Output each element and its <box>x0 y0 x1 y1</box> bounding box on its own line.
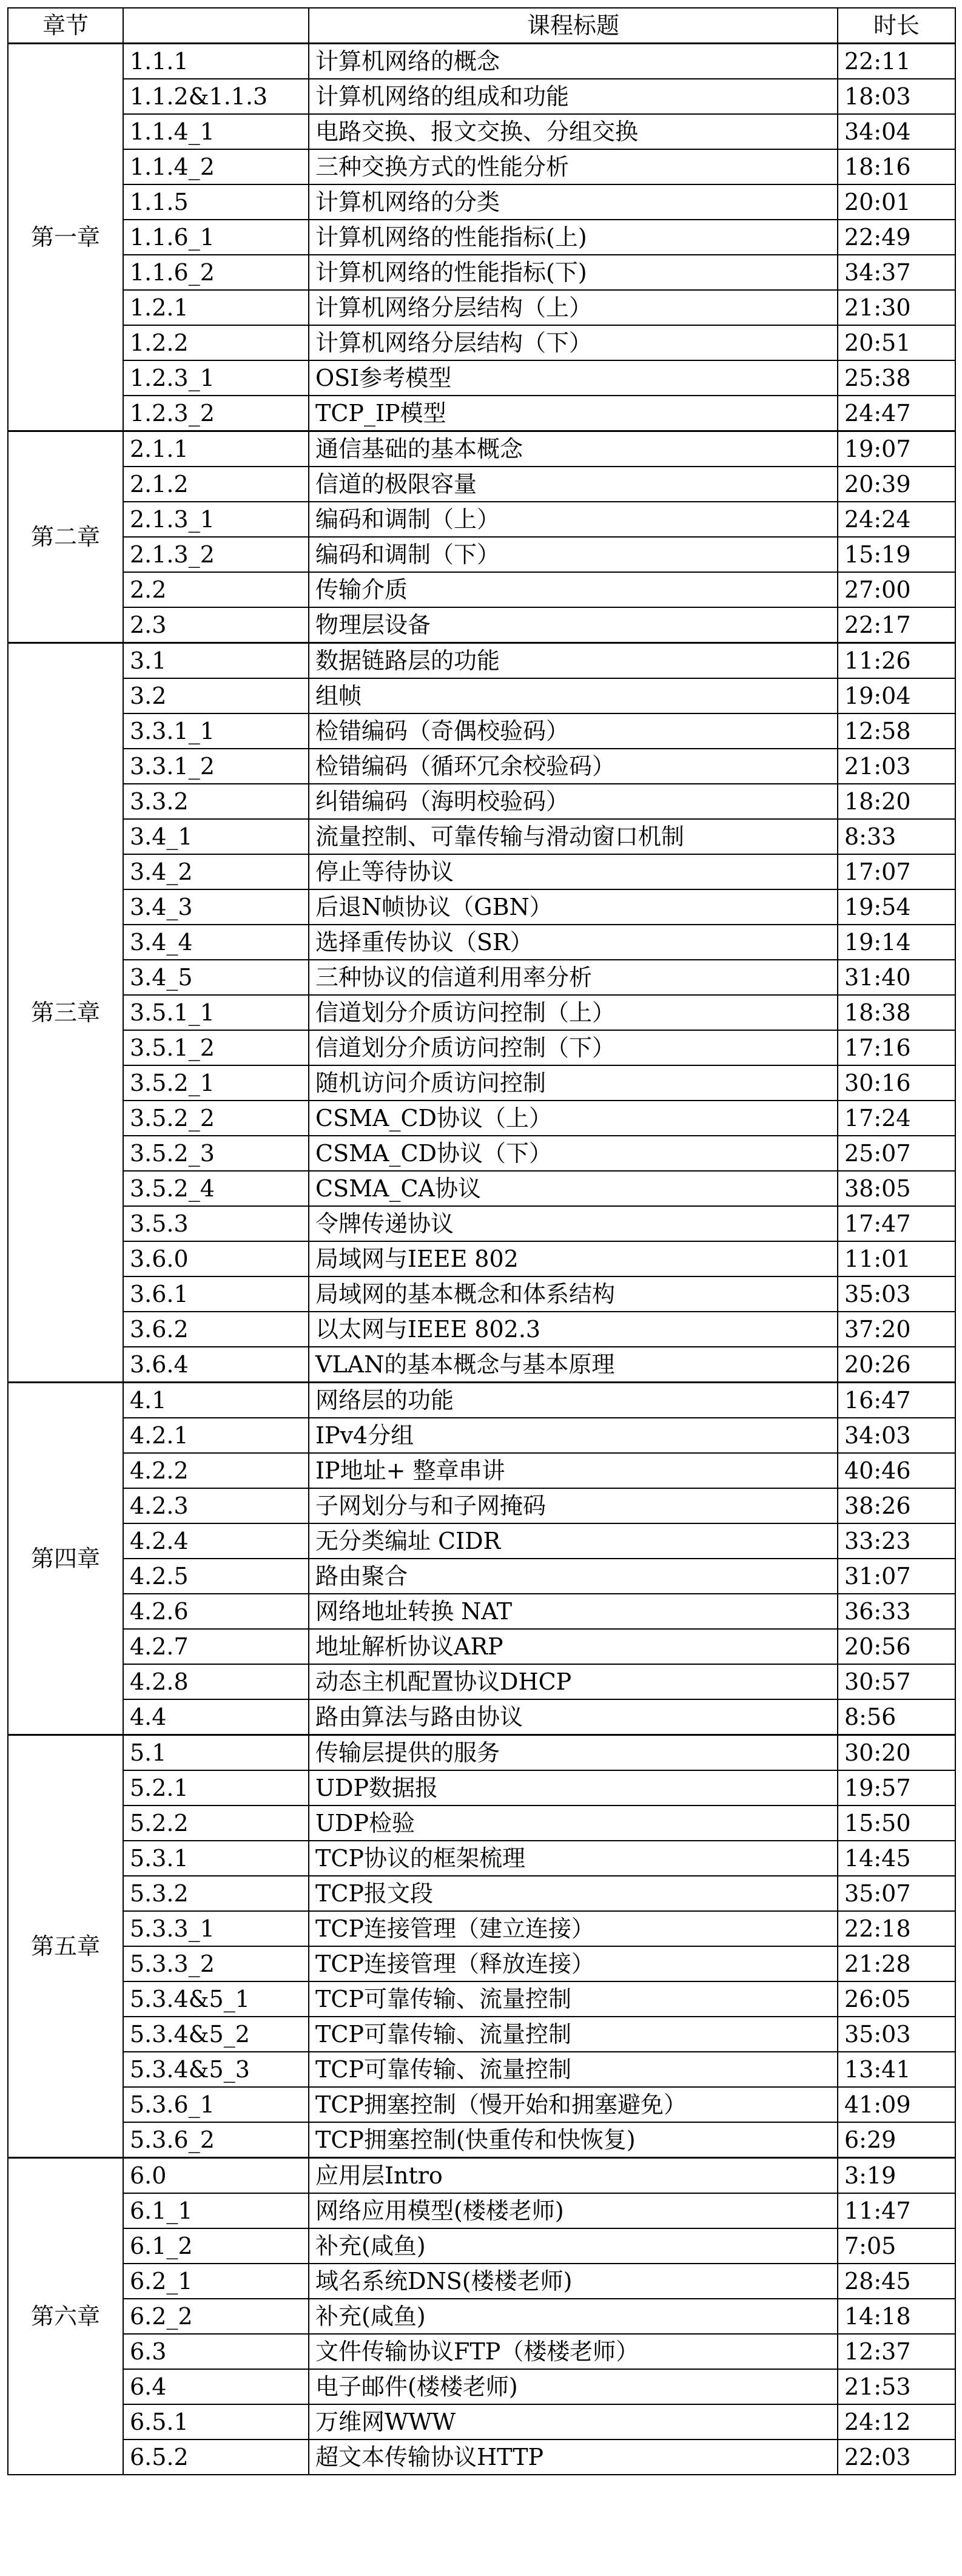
duration-cell: 24:47 <box>838 396 955 431</box>
title-cell: 计算机网络的组成和功能 <box>309 79 838 114</box>
duration-cell: 22:17 <box>838 607 955 643</box>
table-row <box>8 114 955 149</box>
table-row <box>8 2158 955 2194</box>
table-row <box>8 819 955 854</box>
table-row <box>8 1312 955 1347</box>
table-row <box>8 1841 955 1876</box>
duration-cell: 17:47 <box>838 1206 955 1241</box>
duration-cell: 31:07 <box>838 1559 955 1594</box>
table-row <box>8 1383 955 1418</box>
section-cell: 3.5.2_4 <box>123 1171 309 1206</box>
header-row <box>8 8 955 44</box>
table-row <box>8 431 955 467</box>
section-cell: 3.2 <box>123 678 309 713</box>
duration-cell: 24:12 <box>838 2404 955 2439</box>
section-cell: 5.3.6_1 <box>123 2087 309 2122</box>
section-cell: 6.2_2 <box>123 2299 309 2334</box>
title-cell: CSMA_CD协议（下） <box>309 1136 838 1171</box>
section-cell: 2.1.2 <box>123 467 309 502</box>
section-cell: 1.1.6_2 <box>123 255 309 290</box>
title-cell: CSMA_CA协议 <box>309 1171 838 1206</box>
section-cell: 1.1.4_2 <box>123 149 309 184</box>
table-row <box>8 678 955 713</box>
table-row <box>8 1735 955 1771</box>
title-cell: 计算机网络的概念 <box>309 44 838 79</box>
duration-cell: 35:03 <box>838 1276 955 1312</box>
title-cell: 选择重传协议（SR） <box>309 925 838 960</box>
duration-cell: 26:05 <box>838 1981 955 2017</box>
duration-cell: 3:19 <box>838 2158 955 2194</box>
table-row <box>8 149 955 184</box>
table-row <box>8 360 955 396</box>
duration-cell: 24:24 <box>838 502 955 537</box>
header-title: 课程标题 <box>309 8 838 44</box>
section-cell: 5.1 <box>123 1735 309 1771</box>
chapter-cell: 第五章 <box>8 1735 123 2158</box>
table-row <box>8 1594 955 1629</box>
chapter-cell: 第四章 <box>8 1383 123 1735</box>
table-row <box>8 1206 955 1241</box>
table-row <box>8 255 955 290</box>
duration-cell: 6:29 <box>838 2122 955 2158</box>
table-row <box>8 1911 955 1946</box>
table-header <box>8 8 955 44</box>
duration-cell: 37:20 <box>838 1312 955 1347</box>
duration-cell: 18:03 <box>838 79 955 114</box>
table-row <box>8 854 955 889</box>
table-row <box>8 2404 955 2439</box>
duration-cell: 17:24 <box>838 1101 955 1136</box>
section-cell: 1.1.2&1.1.3 <box>123 79 309 114</box>
duration-cell: 34:37 <box>838 255 955 290</box>
duration-cell: 19:04 <box>838 678 955 713</box>
title-cell: 编码和调制（下） <box>309 537 838 572</box>
section-cell: 3.6.0 <box>123 1241 309 1276</box>
table-row <box>8 2087 955 2122</box>
duration-cell: 18:16 <box>838 149 955 184</box>
section-cell: 3.5.2_1 <box>123 1065 309 1101</box>
table-row <box>8 1770 955 1806</box>
title-cell: 万维网WWW <box>309 2404 838 2439</box>
duration-cell: 11:47 <box>838 2193 955 2228</box>
title-cell: 编码和调制（上） <box>309 502 838 537</box>
table-row <box>8 960 955 995</box>
section-cell: 5.3.3_2 <box>123 1946 309 1981</box>
section-cell: 1.2.3_1 <box>123 360 309 396</box>
table-row <box>8 889 955 925</box>
table-row <box>8 1523 955 1559</box>
title-cell: 补充(咸鱼) <box>309 2299 838 2334</box>
section-cell: 3.4_4 <box>123 925 309 960</box>
duration-cell: 19:57 <box>838 1770 955 1806</box>
title-cell: 计算机网络分层结构（上） <box>309 290 838 325</box>
table-body <box>8 44 955 2475</box>
section-cell: 6.5.1 <box>123 2404 309 2439</box>
title-cell: 网络应用模型(楼楼老师) <box>309 2193 838 2228</box>
duration-cell: 14:18 <box>838 2299 955 2334</box>
table-row <box>8 1418 955 1453</box>
section-cell: 3.3.1_2 <box>123 749 309 784</box>
section-cell: 3.5.2_2 <box>123 1101 309 1136</box>
duration-cell: 11:26 <box>838 643 955 679</box>
chapter-cell: 第一章 <box>8 44 123 431</box>
table-row <box>8 1629 955 1664</box>
table-row <box>8 1101 955 1136</box>
table-row <box>8 607 955 643</box>
section-cell: 1.2.2 <box>123 325 309 360</box>
duration-cell: 38:05 <box>838 1171 955 1206</box>
section-cell: 6.5.2 <box>123 2439 309 2475</box>
table-row <box>8 1946 955 1981</box>
title-cell: 信道划分介质访问控制（上） <box>309 995 838 1030</box>
section-cell: 2.3 <box>123 607 309 643</box>
section-cell: 6.4 <box>123 2369 309 2404</box>
title-cell: TCP连接管理（建立连接） <box>309 1911 838 1946</box>
section-cell: 6.3 <box>123 2334 309 2369</box>
section-cell: 5.3.1 <box>123 1841 309 1876</box>
title-cell: TCP报文段 <box>309 1876 838 1911</box>
duration-cell: 19:07 <box>838 431 955 467</box>
table-row <box>8 396 955 431</box>
duration-cell: 22:03 <box>838 2439 955 2475</box>
duration-cell: 30:20 <box>838 1735 955 1771</box>
duration-cell: 20:39 <box>838 467 955 502</box>
course-table <box>7 7 956 2475</box>
title-cell: VLAN的基本概念与基本原理 <box>309 1347 838 1383</box>
table-row <box>8 1664 955 1699</box>
table-row <box>8 184 955 220</box>
section-cell: 3.3.2 <box>123 784 309 819</box>
section-cell: 4.2.2 <box>123 1453 309 1488</box>
section-cell: 3.4_3 <box>123 889 309 925</box>
title-cell: 计算机网络的性能指标(下) <box>309 255 838 290</box>
section-cell: 5.2.2 <box>123 1806 309 1841</box>
table-row <box>8 325 955 360</box>
title-cell: 超文本传输协议HTTP <box>309 2439 838 2475</box>
title-cell: 通信基础的基本概念 <box>309 431 838 467</box>
table-row <box>8 1276 955 1312</box>
section-cell: 6.2_1 <box>123 2264 309 2299</box>
section-cell: 3.6.4 <box>123 1347 309 1383</box>
title-cell: 动态主机配置协议DHCP <box>309 1664 838 1699</box>
title-cell: 计算机网络的性能指标(上) <box>309 220 838 255</box>
section-cell: 1.1.1 <box>123 44 309 79</box>
title-cell: TCP协议的框架梳理 <box>309 1841 838 1876</box>
title-cell: 以太网与IEEE 802.3 <box>309 1312 838 1347</box>
duration-cell: 35:03 <box>838 2017 955 2052</box>
title-cell: 检错编码（循环冗余校验码） <box>309 749 838 784</box>
title-cell: 补充(咸鱼) <box>309 2228 838 2264</box>
title-cell: 信道划分介质访问控制（下） <box>309 1030 838 1065</box>
duration-cell: 41:09 <box>838 2087 955 2122</box>
duration-cell: 16:47 <box>838 1383 955 1418</box>
title-cell: 物理层设备 <box>309 607 838 643</box>
table-row <box>8 467 955 502</box>
section-cell: 5.3.4&5_1 <box>123 1981 309 2017</box>
title-cell: 组帧 <box>309 678 838 713</box>
section-cell: 4.2.8 <box>123 1664 309 1699</box>
chapter-cell: 第六章 <box>8 2158 123 2475</box>
section-cell: 4.2.5 <box>123 1559 309 1594</box>
table-row <box>8 290 955 325</box>
title-cell: 计算机网络分层结构（下） <box>309 325 838 360</box>
section-cell: 3.5.3 <box>123 1206 309 1241</box>
table-row <box>8 572 955 607</box>
duration-cell: 30:16 <box>838 1065 955 1101</box>
duration-cell: 35:07 <box>838 1876 955 1911</box>
table-row <box>8 1065 955 1101</box>
section-cell: 4.1 <box>123 1383 309 1418</box>
duration-cell: 13:41 <box>838 2052 955 2087</box>
section-cell: 3.4_1 <box>123 819 309 854</box>
section-cell: 2.2 <box>123 572 309 607</box>
section-cell: 5.3.3_1 <box>123 1911 309 1946</box>
title-cell: TCP连接管理（释放连接） <box>309 1946 838 1981</box>
title-cell: CSMA_CD协议（上） <box>309 1101 838 1136</box>
table-row <box>8 1453 955 1488</box>
duration-cell: 17:16 <box>838 1030 955 1065</box>
duration-cell: 8:56 <box>838 1699 955 1735</box>
section-cell: 1.2.3_2 <box>123 396 309 431</box>
section-cell: 4.2.6 <box>123 1594 309 1629</box>
title-cell: 信道的极限容量 <box>309 467 838 502</box>
table-row <box>8 1136 955 1171</box>
section-cell: 2.1.3_1 <box>123 502 309 537</box>
duration-cell: 21:28 <box>838 1946 955 1981</box>
title-cell: 文件传输协议FTP（楼楼老师） <box>309 2334 838 2369</box>
table-row <box>8 1241 955 1276</box>
title-cell: 纠错编码（海明校验码） <box>309 784 838 819</box>
duration-cell: 27:00 <box>838 572 955 607</box>
title-cell: 检错编码（奇偶校验码） <box>309 713 838 749</box>
section-cell: 3.5.2_3 <box>123 1136 309 1171</box>
table-row <box>8 2193 955 2228</box>
duration-cell: 34:03 <box>838 1418 955 1453</box>
table-row <box>8 2264 955 2299</box>
duration-cell: 15:19 <box>838 537 955 572</box>
header-section <box>123 8 309 44</box>
duration-cell: 31:40 <box>838 960 955 995</box>
table-row <box>8 1171 955 1206</box>
duration-cell: 21:30 <box>838 290 955 325</box>
table-row <box>8 1030 955 1065</box>
duration-cell: 12:58 <box>838 713 955 749</box>
chapter-cell: 第三章 <box>8 643 123 1383</box>
table-row <box>8 2122 955 2158</box>
title-cell: 网络地址转换 NAT <box>309 1594 838 1629</box>
section-cell: 1.1.5 <box>123 184 309 220</box>
duration-cell: 36:33 <box>838 1594 955 1629</box>
duration-cell: 14:45 <box>838 1841 955 1876</box>
section-cell: 3.4_5 <box>123 960 309 995</box>
duration-cell: 33:23 <box>838 1523 955 1559</box>
duration-cell: 22:18 <box>838 1911 955 1946</box>
section-cell: 4.4 <box>123 1699 309 1735</box>
table-row <box>8 713 955 749</box>
title-cell: 地址解析协议ARP <box>309 1629 838 1664</box>
duration-cell: 25:38 <box>838 360 955 396</box>
duration-cell: 21:53 <box>838 2369 955 2404</box>
title-cell: 局域网与IEEE 802 <box>309 1241 838 1276</box>
table-row <box>8 2299 955 2334</box>
duration-cell: 21:03 <box>838 749 955 784</box>
duration-cell: 22:11 <box>838 44 955 79</box>
duration-cell: 20:51 <box>838 325 955 360</box>
duration-cell: 12:37 <box>838 2334 955 2369</box>
title-cell: IPv4分组 <box>309 1418 838 1453</box>
section-cell: 6.1_1 <box>123 2193 309 2228</box>
table-row <box>8 2052 955 2087</box>
title-cell: 计算机网络的分类 <box>309 184 838 220</box>
duration-cell: 15:50 <box>838 1806 955 1841</box>
title-cell: IP地址+ 整章串讲 <box>309 1453 838 1488</box>
section-cell: 3.5.1_2 <box>123 1030 309 1065</box>
title-cell: 随机访问介质访问控制 <box>309 1065 838 1101</box>
table-row <box>8 1488 955 1523</box>
section-cell: 2.1.1 <box>123 431 309 467</box>
section-cell: 4.2.3 <box>123 1488 309 1523</box>
title-cell: 域名系统DNS(楼楼老师) <box>309 2264 838 2299</box>
header-chapter: 章节 <box>8 8 123 44</box>
duration-cell: 30:57 <box>838 1664 955 1699</box>
title-cell: 路由聚合 <box>309 1559 838 1594</box>
section-cell: 4.2.7 <box>123 1629 309 1664</box>
section-cell: 3.3.1_1 <box>123 713 309 749</box>
title-cell: 网络层的功能 <box>309 1383 838 1418</box>
table-row <box>8 749 955 784</box>
title-cell: 令牌传递协议 <box>309 1206 838 1241</box>
chapter-cell: 第二章 <box>8 431 123 643</box>
section-cell: 5.3.4&5_3 <box>123 2052 309 2087</box>
duration-cell: 7:05 <box>838 2228 955 2264</box>
title-cell: TCP拥塞控制（慢开始和拥塞避免） <box>309 2087 838 2122</box>
duration-cell: 19:14 <box>838 925 955 960</box>
duration-cell: 11:01 <box>838 1241 955 1276</box>
section-cell: 4.2.1 <box>123 1418 309 1453</box>
section-cell: 5.3.2 <box>123 1876 309 1911</box>
duration-cell: 22:49 <box>838 220 955 255</box>
table-row <box>8 1876 955 1911</box>
title-cell: 局域网的基本概念和体系结构 <box>309 1276 838 1312</box>
title-cell: TCP可靠传输、流量控制 <box>309 2052 838 2087</box>
table-row <box>8 1699 955 1735</box>
section-cell: 5.2.1 <box>123 1770 309 1806</box>
section-cell: 1.1.4_1 <box>123 114 309 149</box>
title-cell: 数据链路层的功能 <box>309 643 838 679</box>
header-duration: 时长 <box>838 8 955 44</box>
section-cell: 3.6.2 <box>123 1312 309 1347</box>
table-row <box>8 2439 955 2475</box>
title-cell: 电路交换、报文交换、分组交换 <box>309 114 838 149</box>
table-row <box>8 784 955 819</box>
title-cell: 停止等待协议 <box>309 854 838 889</box>
table-row <box>8 44 955 79</box>
table-row <box>8 1559 955 1594</box>
title-cell: 三种协议的信道利用率分析 <box>309 960 838 995</box>
title-cell: UDP检验 <box>309 1806 838 1841</box>
duration-cell: 19:54 <box>838 889 955 925</box>
table-row <box>8 2017 955 2052</box>
section-cell: 4.2.4 <box>123 1523 309 1559</box>
table-row <box>8 925 955 960</box>
section-cell: 3.4_2 <box>123 854 309 889</box>
title-cell: TCP_IP模型 <box>309 396 838 431</box>
title-cell: 传输层提供的服务 <box>309 1735 838 1771</box>
duration-cell: 20:26 <box>838 1347 955 1383</box>
duration-cell: 17:07 <box>838 854 955 889</box>
title-cell: 三种交换方式的性能分析 <box>309 149 838 184</box>
duration-cell: 25:07 <box>838 1136 955 1171</box>
section-cell: 1.2.1 <box>123 290 309 325</box>
section-cell: 3.5.1_1 <box>123 995 309 1030</box>
title-cell: OSI参考模型 <box>309 360 838 396</box>
title-cell: 流量控制、可靠传输与滑动窗口机制 <box>309 819 838 854</box>
duration-cell: 38:26 <box>838 1488 955 1523</box>
title-cell: 后退N帧协议（GBN） <box>309 889 838 925</box>
table-row <box>8 1347 955 1383</box>
table-row <box>8 220 955 255</box>
duration-cell: 40:46 <box>838 1453 955 1488</box>
title-cell: 路由算法与路由协议 <box>309 1699 838 1735</box>
duration-cell: 18:20 <box>838 784 955 819</box>
title-cell: 电子邮件(楼楼老师) <box>309 2369 838 2404</box>
table-row <box>8 502 955 537</box>
title-cell: 应用层Intro <box>309 2158 838 2194</box>
section-cell: 5.3.4&5_2 <box>123 2017 309 2052</box>
duration-cell: 8:33 <box>838 819 955 854</box>
table-row <box>8 995 955 1030</box>
duration-cell: 18:38 <box>838 995 955 1030</box>
title-cell: UDP数据报 <box>309 1770 838 1806</box>
table-row <box>8 643 955 679</box>
table-row <box>8 2228 955 2264</box>
table-row <box>8 79 955 114</box>
section-cell: 3.6.1 <box>123 1276 309 1312</box>
table-row <box>8 1806 955 1841</box>
title-cell: 无分类编址 CIDR <box>309 1523 838 1559</box>
table-row <box>8 2369 955 2404</box>
duration-cell: 20:56 <box>838 1629 955 1664</box>
title-cell: 传输介质 <box>309 572 838 607</box>
table-row <box>8 1981 955 2017</box>
section-cell: 3.1 <box>123 643 309 679</box>
duration-cell: 20:01 <box>838 184 955 220</box>
table-row <box>8 537 955 572</box>
duration-cell: 28:45 <box>838 2264 955 2299</box>
section-cell: 1.1.6_1 <box>123 220 309 255</box>
title-cell: TCP拥塞控制(快重传和快恢复) <box>309 2122 838 2158</box>
section-cell: 6.1_2 <box>123 2228 309 2264</box>
table-row <box>8 2334 955 2369</box>
duration-cell: 34:04 <box>838 114 955 149</box>
title-cell: 子网划分与和子网掩码 <box>309 1488 838 1523</box>
title-cell: TCP可靠传输、流量控制 <box>309 1981 838 2017</box>
section-cell: 2.1.3_2 <box>123 537 309 572</box>
section-cell: 5.3.6_2 <box>123 2122 309 2158</box>
section-cell: 6.0 <box>123 2158 309 2194</box>
title-cell: TCP可靠传输、流量控制 <box>309 2017 838 2052</box>
